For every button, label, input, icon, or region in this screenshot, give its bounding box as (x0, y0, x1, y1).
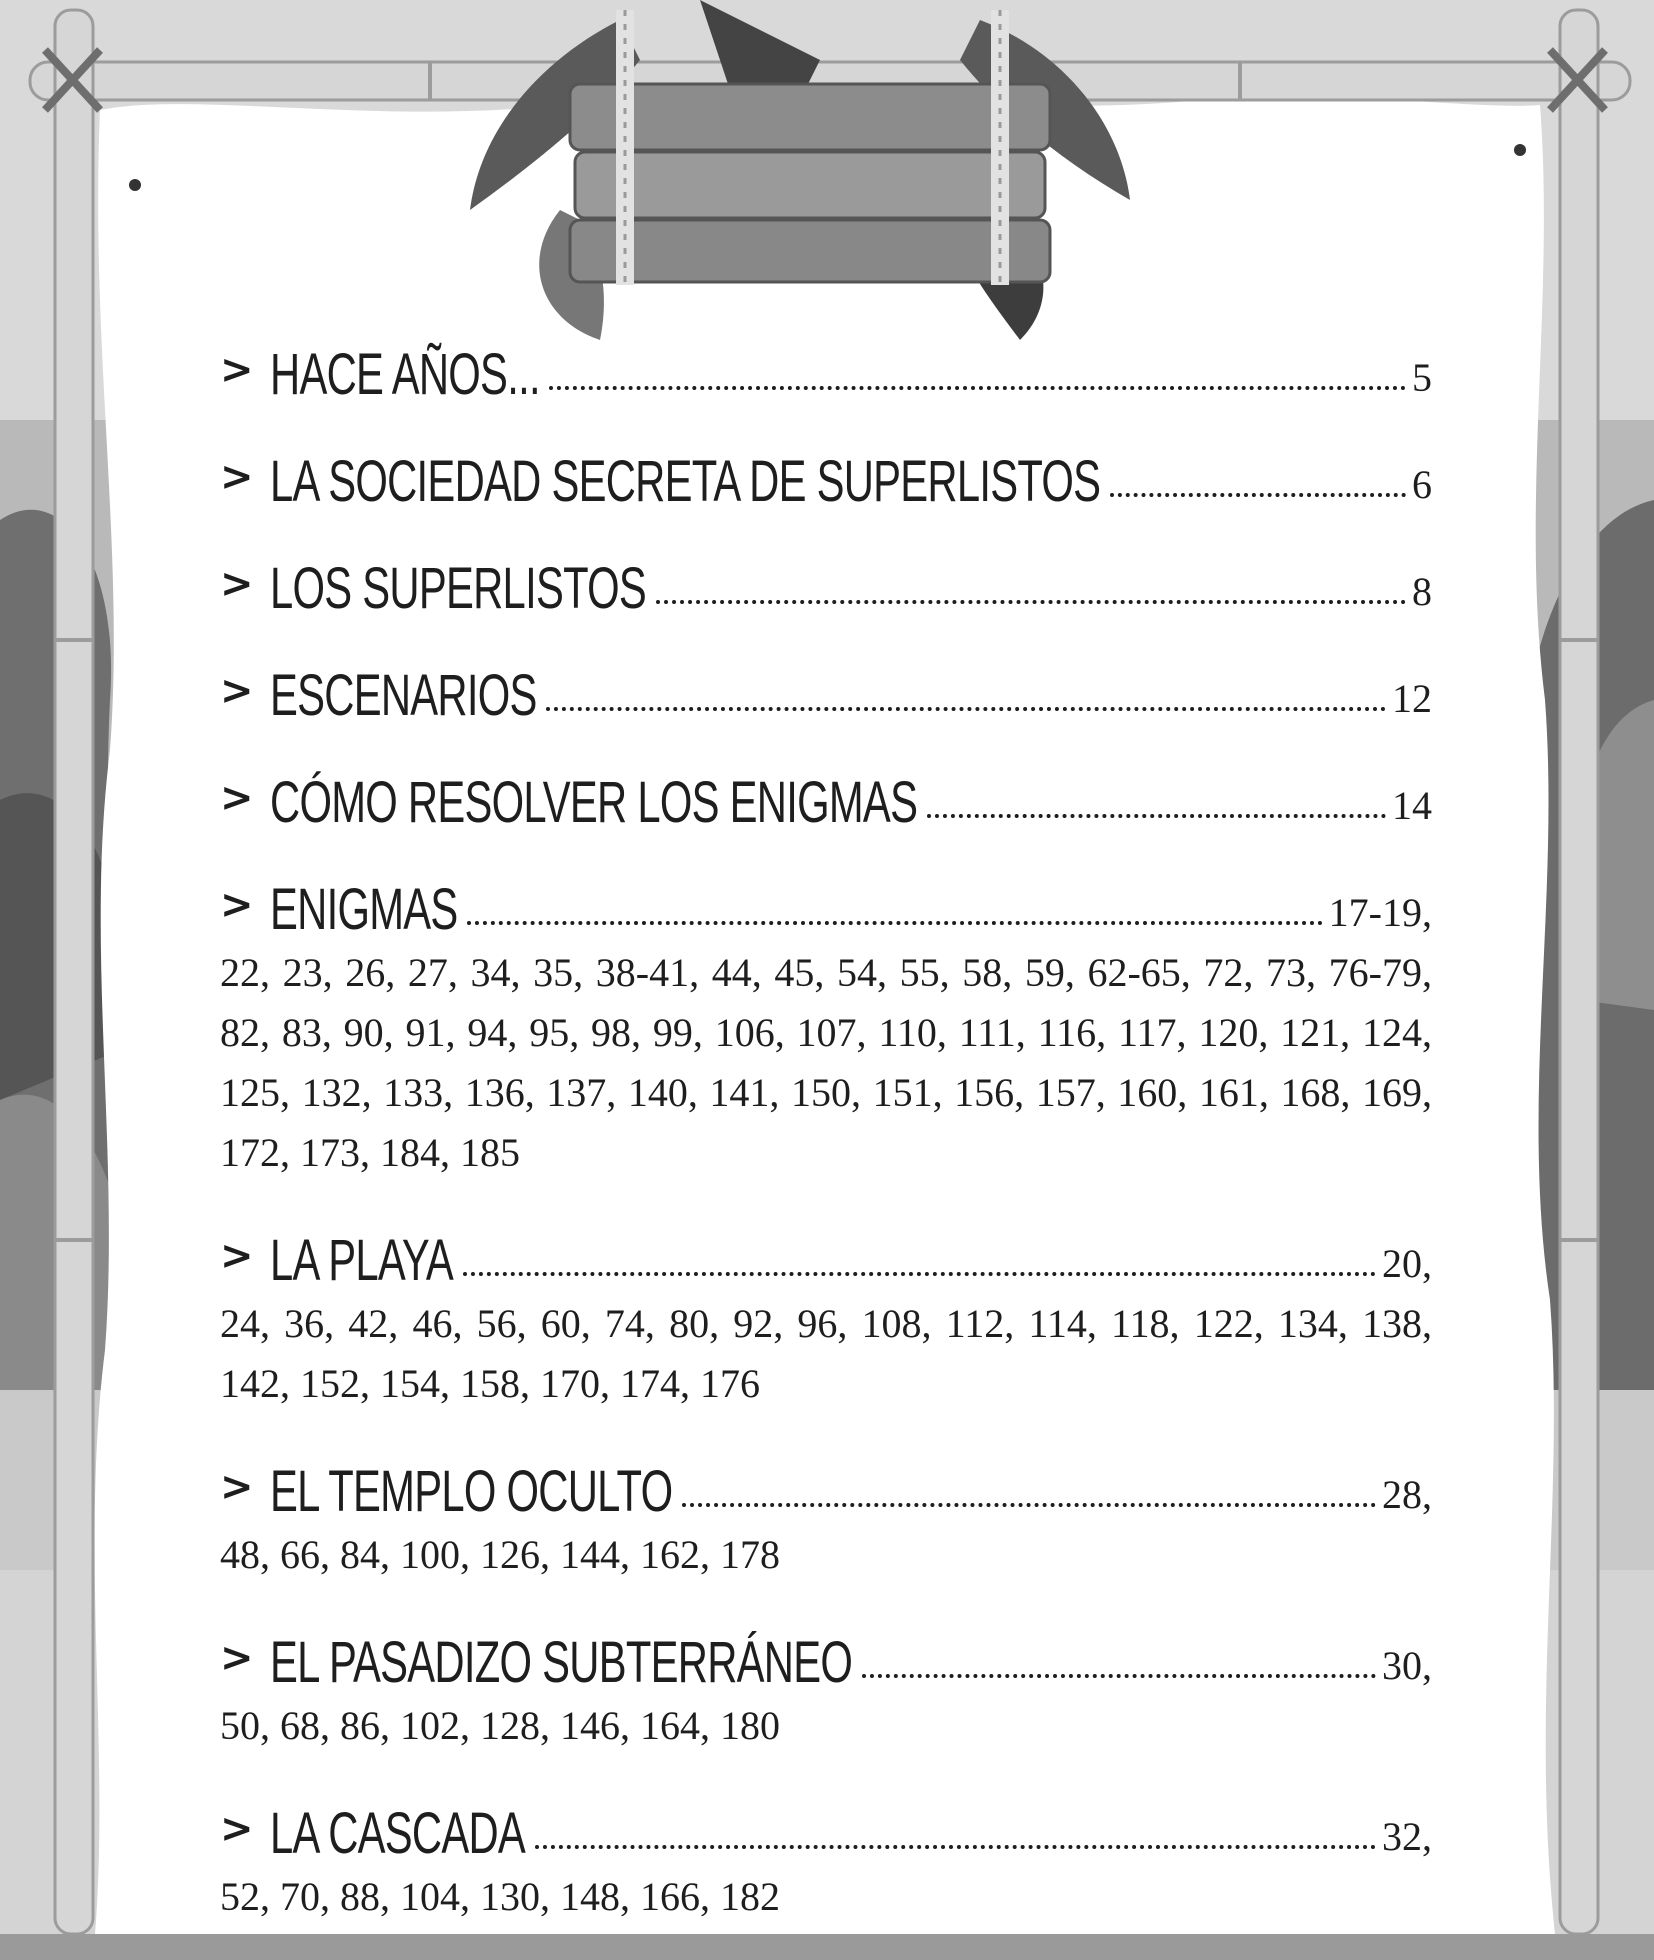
toc-entry (220, 865, 1432, 1183)
toc-entry-page: 8 (1412, 569, 1432, 614)
toc-entry-heading (220, 1447, 1432, 1524)
toc-entry-title: ENIGMAS (269, 877, 458, 942)
toc-entry (220, 437, 1432, 514)
toc-entry (220, 758, 1432, 835)
toc-entry-heading (220, 865, 1432, 942)
toc-entry-page: 30, (1382, 1643, 1432, 1688)
dot-leader (535, 1845, 1376, 1849)
toc-entry-title: LA SOCIEDAD SECRETA DE SUPERLISTOS (269, 449, 1100, 514)
toc-entry-page: 12 (1392, 676, 1432, 721)
toc-entry-title: LOS SUPERLISTOS (269, 556, 646, 621)
toc-entry (220, 651, 1432, 728)
dot-leader (463, 1272, 1376, 1276)
toc-entry-title: EL TEMPLO OCULTO (269, 1459, 672, 1524)
toc-entry-page-list: 22, 23, 26, 27, 34, 35, 38-41, 44, 45, 54, 55, 58, 59, 62-65, 72, 73, 76-79, 82, 83, 90, 91, 94, 95, 98, 99, 106, 107, 110, 111, 116, 117, 120, 121, 124, 125, 132, 133, 136, 137, 140, 141, 150, 151, 156, 157, 160, 161, 168, 169, 172, 173, 184, 185 (220, 950, 1432, 1175)
toc-entry-heading (220, 1618, 1432, 1695)
table-of-contents (220, 330, 1432, 1960)
toc-entry-heading (220, 758, 1432, 835)
toc-entry (220, 1216, 1432, 1414)
arrow-marker-icon: > (220, 882, 254, 928)
dot-leader (862, 1674, 1376, 1678)
arrow-marker-icon: > (220, 1233, 254, 1279)
toc-entry-heading (220, 1216, 1432, 1293)
toc-entry-page: 5 (1412, 355, 1432, 400)
arrow-marker-icon: > (220, 775, 254, 821)
arrow-marker-icon: > (220, 454, 254, 500)
arrow-marker-icon: > (220, 347, 254, 393)
toc-entry (220, 1618, 1432, 1756)
toc-entry-page: 14 (1392, 783, 1432, 828)
dot-leader (656, 600, 1406, 604)
toc-entry-title: CÓMO RESOLVER LOS ENIGMAS (269, 770, 917, 835)
toc-entry (220, 544, 1432, 621)
toc-entry-title: HACE AÑOS... (269, 342, 540, 407)
arrow-marker-icon: > (220, 1806, 254, 1852)
dot-leader (1110, 493, 1406, 497)
toc-entry-page-list: 24, 36, 42, 46, 56, 60, 74, 80, 92, 96, 108, 112, 114, 118, 122, 134, 138, 142, 152, 154, 158, 170, 174, 176 (220, 1301, 1432, 1406)
toc-entry-heading (220, 651, 1432, 728)
toc-entry (220, 1789, 1432, 1927)
toc-entry-heading (220, 1789, 1432, 1866)
toc-entry-page: 32, (1382, 1814, 1432, 1859)
dot-leader (546, 707, 1386, 711)
dot-leader (549, 386, 1406, 390)
dot-leader (927, 814, 1386, 818)
toc-entry-page-list: 50, 68, 86, 102, 128, 146, 164, 180 (220, 1703, 780, 1748)
toc-entry-page: 6 (1412, 462, 1432, 507)
toc-entry (220, 1447, 1432, 1585)
toc-entry-page-list: 52, 70, 88, 104, 130, 148, 166, 182 (220, 1874, 780, 1919)
toc-entry-title: EL PASADIZO SUBTERRÁNEO (269, 1630, 852, 1695)
arrow-marker-icon: > (220, 1464, 254, 1510)
arrow-marker-icon: > (220, 1635, 254, 1681)
dot-leader (467, 921, 1323, 925)
toc-entry-page-list: 48, 66, 84, 100, 126, 144, 162, 178 (220, 1532, 780, 1577)
toc-entry-heading (220, 544, 1432, 621)
toc-entry (220, 330, 1432, 407)
toc-entry-page: 17-19, (1328, 890, 1432, 935)
toc-entry-title: LA PLAYA (269, 1228, 453, 1293)
arrow-marker-icon: > (220, 561, 254, 607)
arrow-marker-icon: > (220, 668, 254, 714)
toc-entry-heading (220, 437, 1432, 514)
toc-entry-page: 20, (1382, 1241, 1432, 1286)
dot-leader (682, 1503, 1376, 1507)
toc-entry-heading (220, 330, 1432, 407)
toc-entry-title: ESCENARIOS (269, 663, 537, 728)
toc-entry-page: 28, (1382, 1472, 1432, 1517)
toc-entry-title: LA CASCADA (269, 1801, 525, 1866)
wooden-sign (570, 84, 1050, 282)
